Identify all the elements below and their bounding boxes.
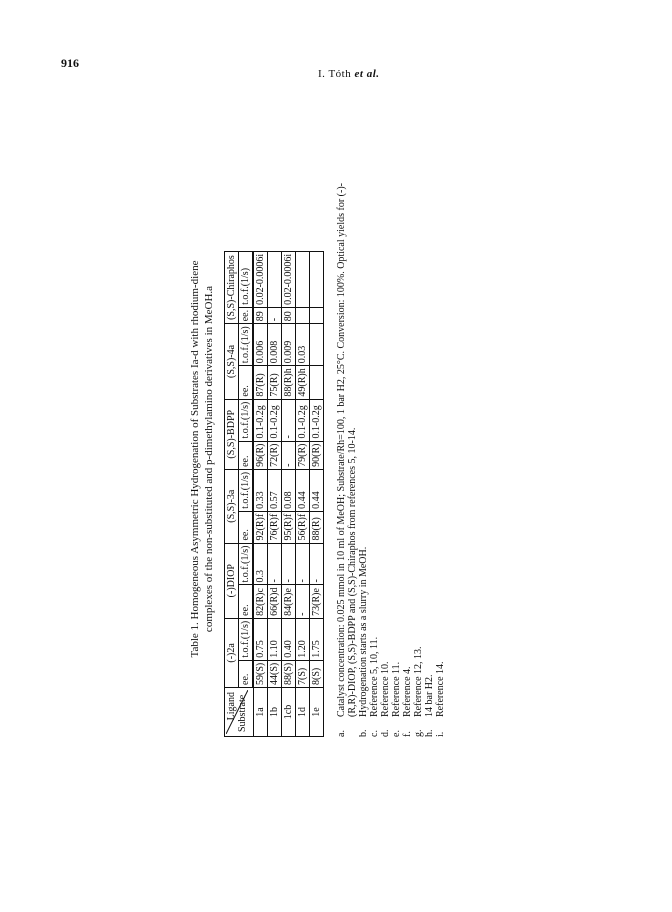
footnote-text: Reference 4.	[402, 666, 413, 717]
footnote-label: f.	[402, 731, 413, 737]
footnote-label: c.	[369, 730, 380, 737]
ee-cell: 90(R)	[310, 441, 324, 469]
table-header-row-ligands	[225, 251, 239, 736]
ee-cell: 75(R)	[268, 366, 282, 399]
substrate-cell: 1cb	[282, 688, 296, 737]
tof-cell: 0.008	[268, 324, 282, 366]
running-head	[318, 68, 380, 80]
ee-cell: 49(R)h	[296, 366, 310, 399]
column-header-ee: ee.	[239, 511, 254, 543]
tof-cell: 0.009	[282, 324, 296, 366]
tof-cell: 1.75	[310, 618, 324, 660]
footnote	[424, 177, 435, 737]
substrate-cell: 1e	[310, 688, 324, 737]
ee-cell: 95(R)f	[282, 511, 296, 543]
ee-cell: 76(R)f	[268, 511, 282, 543]
ee-cell: 88(R)	[310, 511, 324, 543]
corner-ligand-label: Ligand	[226, 692, 237, 721]
ee-cell: 89	[253, 307, 268, 323]
tof-cell: 0.44	[296, 469, 310, 511]
ee-cell: 87(R)	[253, 366, 268, 399]
column-header-ee: ee.	[239, 307, 254, 323]
tof-cell: 0.40	[282, 618, 296, 660]
ee-cell: 80	[282, 307, 296, 323]
tof-cell	[310, 251, 324, 307]
table-row	[268, 251, 282, 736]
ligand-header: (S,S)-BDPP	[225, 399, 239, 469]
table-body	[253, 251, 324, 736]
tof-cell: 0.1-0.2g	[268, 399, 282, 441]
ee-cell: 96(R)	[253, 441, 268, 469]
footnote-label: a.	[336, 730, 347, 737]
tof-cell: 0.03	[296, 324, 310, 366]
ee-cell: 56(R)f	[296, 511, 310, 543]
footnote-label: d.	[380, 729, 391, 737]
tof-cell: 1.20	[296, 618, 310, 660]
tof-cell: 0.08	[282, 469, 296, 511]
ligand-header: (S,S)-3a	[225, 469, 239, 543]
tof-cell: 0.02-0.0006i	[282, 251, 296, 307]
running-head-etal: et al.	[354, 68, 380, 80]
tof-cell: -	[282, 543, 296, 585]
ee-cell: -	[296, 585, 310, 618]
ee-cell: 66(R)d	[268, 585, 282, 618]
footnote-label: e.	[391, 730, 402, 737]
ee-cell: 84(R)e	[282, 585, 296, 618]
ee-cell: 7(S)	[296, 660, 310, 687]
ee-cell: 59(S)	[253, 660, 268, 687]
footnote	[380, 177, 391, 737]
ee-cell: 88(S)	[282, 660, 296, 687]
tof-cell: -	[282, 399, 296, 441]
ee-cell: 44(S)	[268, 660, 282, 687]
ee-cell	[310, 366, 324, 399]
table-row	[282, 251, 296, 736]
footnote-label: b.	[358, 729, 369, 737]
table-row	[296, 251, 310, 736]
footnote-text: Reference 10.	[380, 661, 391, 717]
substrate-cell: 1b	[268, 688, 282, 737]
tof-cell: 0.1-0.2g	[310, 399, 324, 441]
tof-cell: -	[268, 543, 282, 585]
tof-cell: 0.1-0.2g	[296, 399, 310, 441]
tof-cell: 0.02-0.0006i	[253, 251, 268, 307]
substrate-cell: 1d	[296, 688, 310, 737]
results-table	[224, 251, 324, 737]
column-header-tof: t.o.f.(1/s)	[239, 469, 254, 511]
column-header-tof: t.o.f.(1/s)	[239, 324, 254, 366]
tof-cell: 0.006	[253, 324, 268, 366]
ee-cell: -	[282, 441, 296, 469]
rotated-table-block	[188, 149, 488, 769]
ee-cell: 72(R)	[268, 441, 282, 469]
column-header-ee: ee.	[239, 585, 254, 618]
tof-cell	[296, 251, 310, 307]
ligand-header: (S,S)-4a	[225, 324, 239, 399]
table-row	[310, 251, 324, 736]
footnote-text: Hydrogenation starts as a slurry in MeOH.	[358, 546, 369, 717]
footnote-text: Reference 14.	[435, 661, 446, 717]
ligand-header: (-)2a	[225, 618, 239, 687]
footnote-label: g.	[413, 729, 424, 737]
footnote	[391, 177, 402, 737]
tof-cell: 1.10	[268, 618, 282, 660]
ee-cell: 92(R)f	[253, 511, 268, 543]
ee-cell: 8(S)	[310, 660, 324, 687]
footnote-label: h.	[424, 729, 435, 737]
tof-cell: 0.57	[268, 469, 282, 511]
substrate-cell: 1a	[253, 688, 268, 737]
tof-cell: 0.1-0.2g	[253, 399, 268, 441]
ligand-header: (-)DIOP	[225, 543, 239, 618]
footnote-text: Reference 5, 10, 11.	[369, 636, 380, 717]
table-caption	[188, 149, 216, 769]
column-header-tof: t.o.f.(1/s)	[239, 251, 254, 307]
tof-cell: 0.75	[253, 618, 268, 660]
footnote	[336, 177, 358, 737]
table-header-row-columns	[239, 251, 254, 736]
footnote-text: Catalyst concentration: 0.025 mmol in 10 ml of MeOH; Substrate/Rh=100, 1 bar H2, 25°C. Conversion: 100%. Optical yields for (-)-(R,R)-DIOP, (S,S)-BDPP and (S,S)-Chiraphos from references 5, 10-14.	[336, 182, 358, 717]
table-caption-line-2: complexes of the non-substituted and p-dimethylamino derivatives in MeOH.a	[203, 285, 215, 633]
tof-cell: 0.3	[253, 543, 268, 585]
footnote-label: i.	[435, 731, 446, 737]
footnote-text: 14 bar H2.	[424, 674, 435, 717]
column-header-tof: t.o.f.(1/s)	[239, 618, 254, 660]
table-corner-cell	[225, 688, 254, 737]
table-caption-line-1: Table 1. Homogeneous Asymmetric Hydrogenation of Substrates Ia-d with rhodium-diene	[189, 260, 201, 658]
ee-cell: -	[268, 307, 282, 323]
tof-cell: -	[296, 543, 310, 585]
running-head-author: I. Tóth	[318, 68, 352, 80]
ee-cell: 88(R)h	[282, 366, 296, 399]
footnote-text: Reference 11.	[391, 661, 402, 717]
page-number: 916	[61, 56, 79, 70]
column-header-ee: ee.	[239, 441, 254, 469]
tof-cell: 0.44	[310, 469, 324, 511]
footnote	[358, 177, 369, 737]
tof-cell	[268, 251, 282, 307]
tof-cell: 0.33	[253, 469, 268, 511]
ee-cell: 73(R)e	[310, 585, 324, 618]
column-header-ee: ee.	[239, 366, 254, 399]
footnote	[413, 177, 424, 737]
column-header-ee: ee.	[239, 660, 254, 687]
ee-cell	[296, 307, 310, 323]
ee-cell: 79(R)	[296, 441, 310, 469]
tof-cell: -	[310, 543, 324, 585]
ee-cell	[310, 307, 324, 323]
ligand-header: (S,S)-Chiraphos	[225, 251, 239, 324]
table-row	[253, 251, 268, 736]
footnote-text: Reference 12, 13.	[413, 646, 424, 717]
corner-substrate-label: Substrate	[237, 694, 248, 732]
tof-cell	[310, 324, 324, 366]
column-header-tof: t.o.f.(1/s)	[239, 543, 254, 585]
ee-cell: 82(R)c	[253, 585, 268, 618]
footnote	[402, 177, 413, 737]
column-header-tof: t.o.f.(1/s)	[239, 399, 254, 441]
footnotes	[336, 177, 446, 737]
footnote	[435, 177, 446, 737]
footnote	[369, 177, 380, 737]
